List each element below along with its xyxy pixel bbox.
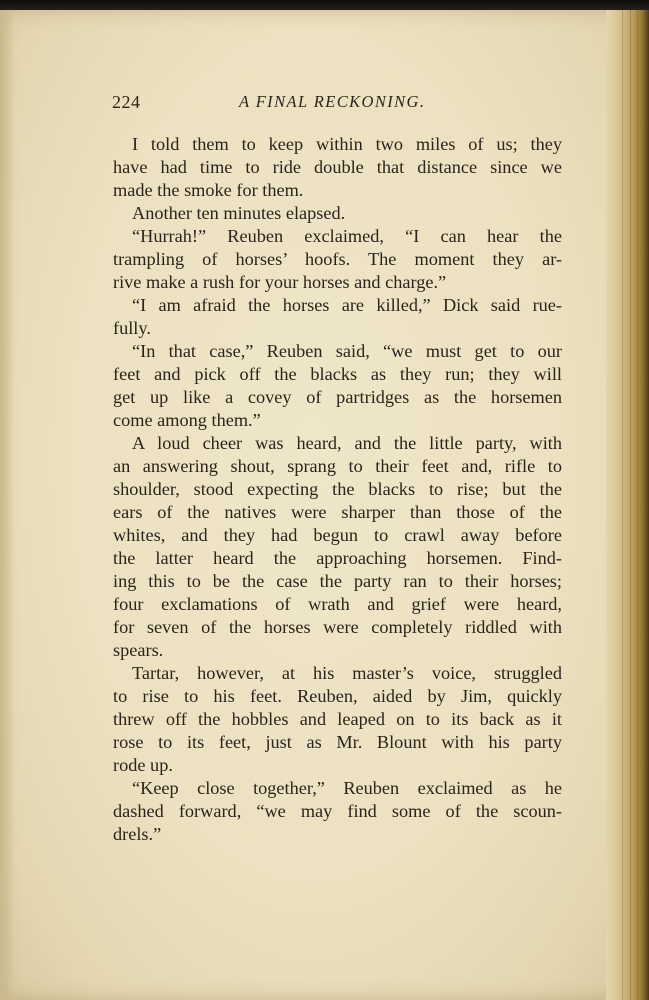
text-line: “I am afraid the horses are killed,” Dick said rue- (132, 295, 562, 315)
paragraph (113, 340, 562, 432)
text-line: ears of the natives were sharper than those of the (113, 502, 562, 522)
text-line: for seven of the horses were completely riddled with (113, 617, 562, 637)
text-line: Another ten minutes elapsed. (132, 203, 346, 223)
paragraph (113, 662, 562, 777)
text-line: to rise to his feet. Reuben, aided by Jim, quickly (113, 686, 562, 706)
text-line: get up like a covey of partridges as the horsemen (113, 387, 562, 407)
text-line: “Keep close together,” Reuben exclaimed as he (132, 778, 562, 798)
text-line: rose to its feet, just as Mr. Blount with his party (113, 732, 562, 752)
paragraph (113, 294, 562, 340)
paragraph (113, 225, 562, 294)
text-line: I told them to keep within two miles of us; they (132, 134, 562, 154)
text-line: whites, and they had begun to crawl away before (113, 525, 562, 545)
text-line: the latter heard the approaching horsemen. Find- (113, 548, 562, 568)
text-line: come among them.” (113, 410, 261, 430)
text-line: Tartar, however, at his master’s voice, struggled (132, 663, 562, 683)
fore-edge-line (622, 10, 623, 1000)
text-line: spears. (113, 640, 164, 660)
text-line: rive make a rush for your horses and charge.” (113, 272, 447, 292)
running-head: A FINAL RECKONING. (239, 92, 426, 111)
text-line: have had time to ride double that distance since we (113, 157, 562, 177)
paragraph (113, 777, 562, 846)
text-line: A loud cheer was heard, and the little party, with (132, 433, 562, 453)
page-header (112, 88, 562, 116)
fore-edge-line (637, 10, 638, 1000)
text-line: four exclamations of wrath and grief were heard, (113, 594, 562, 614)
text-line: drels.” (113, 824, 162, 844)
text-line: “In that case,” Reuben said, “we must get to our (132, 341, 562, 361)
paragraph (113, 432, 562, 662)
text-line: threw off the hobbles and leaped on to its back as it (113, 709, 562, 729)
page-number: 224 (112, 92, 141, 112)
body-text (113, 133, 562, 846)
page-gutter-shadow (0, 10, 14, 1000)
text-line: feet and pick off the blacks as they run; they will (113, 364, 562, 384)
paragraph (113, 133, 562, 202)
text-line: ing this to be the case the party ran to their horses; (113, 571, 562, 591)
text-line: rode up. (113, 755, 173, 775)
text-line: “Hurrah!” Reuben exclaimed, “I can hear the (132, 226, 562, 246)
text-line: trampling of horses’ hoofs. The moment they ar- (113, 249, 562, 269)
fore-edge-line (630, 10, 631, 1000)
text-line: fully. (113, 318, 151, 338)
text-line: dashed forward, “we may find some of the scoun- (113, 801, 562, 821)
page-fore-edge (606, 10, 649, 1000)
paragraph (113, 202, 562, 225)
text-line: an answering shout, sprang to their feet and, rifle to (113, 456, 562, 476)
text-line: shoulder, stood expecting the blacks to rise; but the (113, 479, 562, 499)
text-line: made the smoke for them. (113, 180, 304, 200)
